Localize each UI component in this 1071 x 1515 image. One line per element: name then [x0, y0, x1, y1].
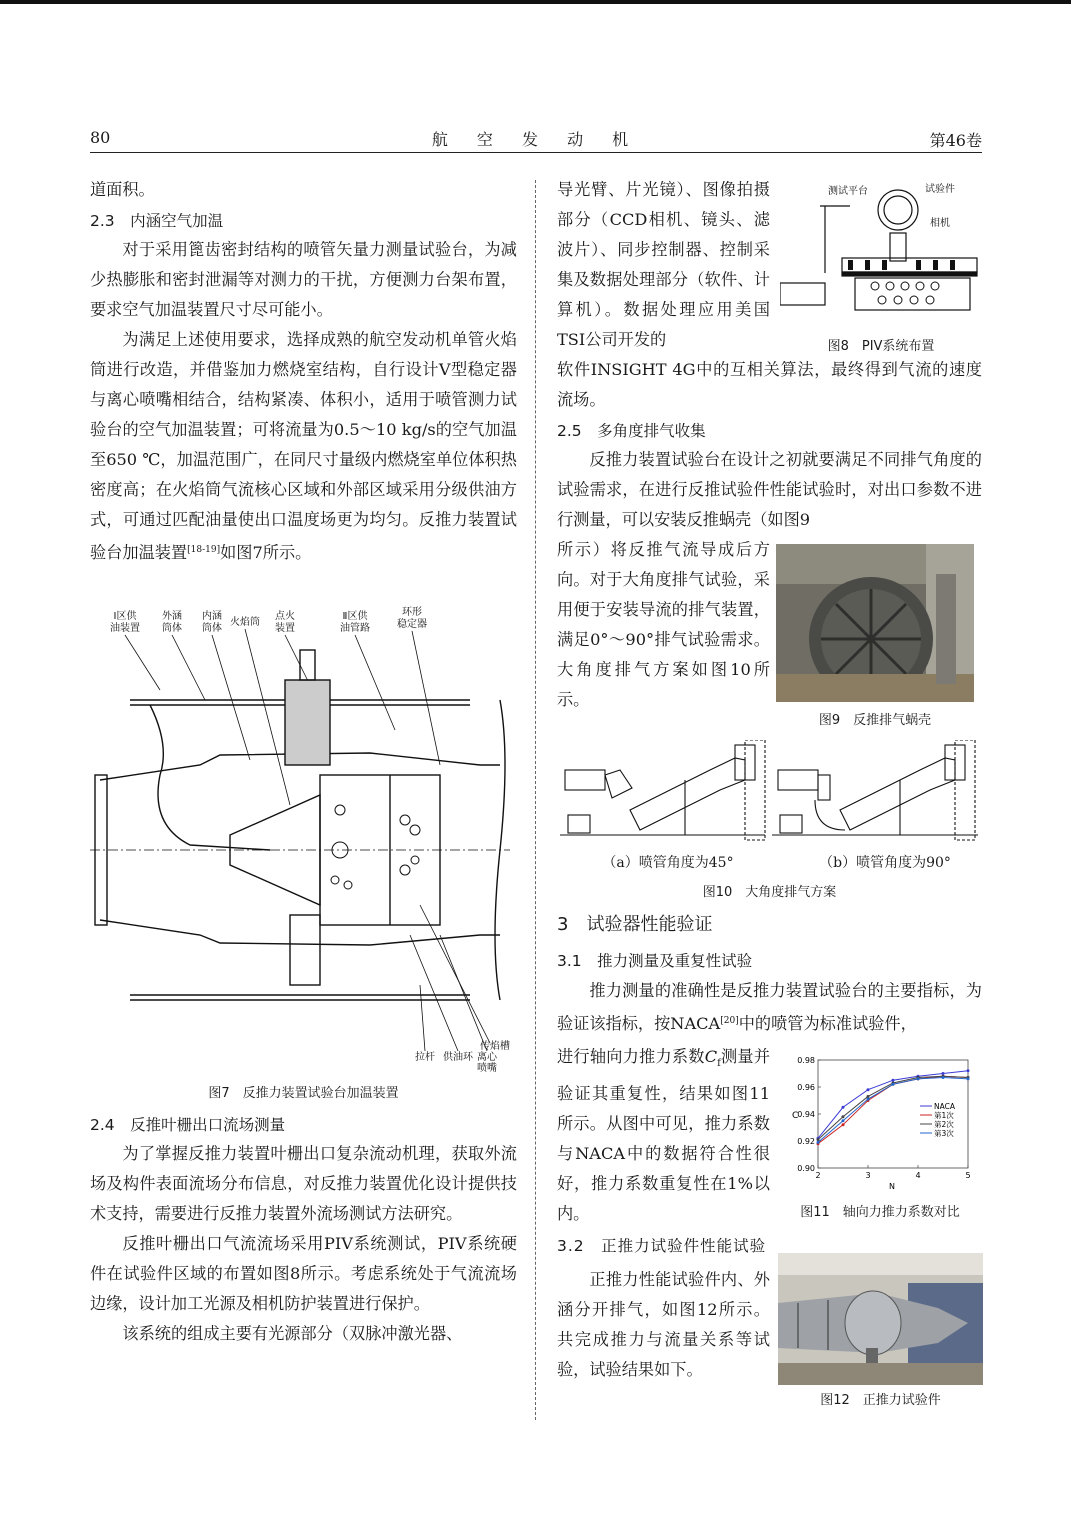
data-point: [967, 1077, 970, 1080]
y-tick-label: 0.92: [797, 1137, 815, 1146]
figure-8-caption: 图8 PIV系统布置: [827, 339, 935, 354]
figure-7-caption: 图7 反推力装置试验台加温装置: [208, 1086, 399, 1101]
paragraph: 该系统的组成主要有光源部分（双脉冲激光器、: [122, 1324, 463, 1343]
fig7-label: 环形: [402, 607, 422, 618]
figure-11-chart: [780, 1048, 980, 1193]
figure-10-diagrams: [560, 740, 980, 845]
paragraph-text: 测量并验证其重复性，结果如图11所示。从图中可见，推力系数与NACA中的数据符合性很好，推力系数重复性在1%以内。: [557, 1047, 771, 1224]
paragraph: 反推力装置试验台在设计之初就要满足不同排气角度的试验需求，在进行反推试验件性能试验时，对出口参数不进行测量，可以安装反推蜗壳（如图9: [557, 450, 982, 529]
section-heading-2-3: 2.3 内涵空气加温: [90, 212, 224, 230]
paragraph: [557, 976, 982, 1039]
data-point: [942, 1076, 945, 1079]
legend-entry: NACA: [934, 1102, 955, 1111]
fig7-label: 点火: [275, 611, 295, 622]
data-point: [867, 1095, 870, 1098]
left-column: [90, 175, 517, 568]
legend-entry: 第2次: [934, 1120, 954, 1129]
fig7-label: 传焰槽: [480, 1041, 510, 1052]
paragraph: 道面积。: [90, 180, 155, 199]
legend-entry: 第1次: [934, 1111, 954, 1120]
paragraph: 为了掌握反推力装置叶栅出口复杂流动机理，获取外流场及构件表面流场分布信息，对反推力装置优化设计提供技术支持，需要进行反推力装置外流场测试方法研究。: [90, 1144, 517, 1223]
y-tick-label: 0.90: [797, 1164, 815, 1173]
figure-7-diagram: [90, 605, 520, 1075]
page-number: 80: [90, 128, 111, 147]
fig7-label: 装置: [275, 623, 295, 634]
fig7-holes: [331, 805, 420, 889]
right-column-wrap-3: [557, 1042, 770, 1385]
data-point: [892, 1079, 895, 1082]
figure-10b-subcaption: （b）喷管角度为90°: [819, 855, 951, 871]
x-tick-label: 4: [915, 1171, 921, 1180]
section-heading-3: 3 试验器性能验证: [557, 914, 713, 935]
fig7-structure: [90, 650, 510, 1000]
paragraph-text: 为满足上述使用要求，选择成熟的航空发动机单管火焰筒进行改造，并借鉴加力燃烧室结构，自行设计V型稳定器与离心喷嘴相结合，结构紧凑、体积小，适用于喷管测力试验台的空气加温装置；可将流量为0.5～10 kg/s的空气加温至650 ℃，加温范围广，在同尺寸量级内燃烧室单位体积热密度高；在火焰筒气流核心区域和外部区域采用分级供油方式，可通过匹配油量使出口温度场更为均匀。反推力装置试验台加温装置: [90, 330, 517, 562]
paragraph-text: 中的喷管为标准试验件，: [738, 1014, 917, 1033]
section-heading-2-5: 2.5 多角度排气收集: [557, 422, 706, 440]
fig7-label: 油管路: [340, 623, 370, 634]
x-tick-label: 5: [965, 1171, 971, 1180]
journal-title: 航 空 发 动 机: [431, 130, 641, 149]
figure-12-photo: [778, 1253, 983, 1385]
fig7-label: 筒体: [202, 623, 222, 634]
right-column-wrap-1: [557, 175, 770, 355]
symbol: C: [704, 1047, 718, 1066]
data-point: [892, 1083, 895, 1086]
top-rule: [0, 0, 1071, 4]
paragraph: 导光臂、片光镜）、图像拍摄部分（CCD相机、镜头、滤波片）、同步控制器、控制采集及数据处理部分（软件、计算机）。数据处理应用美国TSI公司开发的: [557, 180, 770, 349]
paragraph-text: 如图7所示。: [220, 543, 312, 562]
paragraph-text: 推力测量的准确性是反推力装置试验台的主要指标，为验证该指标，按NACA: [557, 981, 982, 1033]
data-point: [842, 1106, 845, 1109]
fig7-label: 供油环: [443, 1052, 473, 1063]
data-point: [942, 1072, 945, 1075]
y-tick-label: 0.96: [797, 1083, 815, 1092]
volume-label: 第46卷: [929, 131, 982, 150]
fig7-label: Ⅰ区供: [113, 611, 137, 622]
x-tick-label: 2: [815, 1171, 821, 1180]
figure-9-caption: 图9 反推排气蜗壳: [818, 713, 932, 728]
fig7-label: 火焰筒: [230, 617, 260, 628]
citation: [18-19]: [187, 545, 221, 555]
data-point: [867, 1088, 870, 1091]
paragraph: 反推叶栅出口气流流场采用PIV系统测试，PIV系统硬件在试验件区域的布置如图8所示。考虑系统处于气流流场边缘，设计加工光源及相机防护装置进行保护。: [90, 1234, 517, 1313]
data-point: [917, 1077, 920, 1080]
x-axis-label: N: [889, 1182, 895, 1191]
column-divider: [535, 180, 536, 1420]
data-point: [842, 1119, 845, 1122]
right-column-full-2: [557, 908, 982, 1039]
fig7-label: 拉杆: [415, 1052, 435, 1063]
section-heading-3-2: 3.2 正推力试验件性能试验: [557, 1237, 767, 1256]
fig7-label: 稳定器: [397, 619, 427, 630]
fig8-label: 测试平台: [828, 186, 868, 197]
right-column-full-1: [557, 355, 982, 535]
figure-10-caption: 图10 大角度排气方案: [702, 885, 837, 900]
fig7-label: Ⅱ区供: [342, 611, 368, 622]
y-tick-label: 0.98: [797, 1056, 815, 1065]
paragraph: 所示）将反推气流导成后方向。对于大角度排气试验，采用便于安装导流的排气装置，满足0°～90°排气试验需求。大角度排气方案如图10所示。: [557, 540, 770, 709]
fig7-label: 筒体: [162, 623, 182, 634]
data-point: [867, 1098, 870, 1101]
citation: [20]: [720, 1016, 739, 1026]
section-heading-3-1: 3.1 推力测量及重复性试验: [557, 952, 753, 970]
symbol-subscript: f: [717, 1058, 721, 1070]
y-tick-label: 0.94: [797, 1110, 815, 1119]
figure-8-diagram: [780, 178, 982, 318]
y-axis-label: C: [792, 1111, 799, 1121]
x-tick-label: 3: [865, 1171, 871, 1180]
data-point: [817, 1138, 820, 1141]
fig7-label: 油装置: [110, 623, 140, 634]
figure-12-caption: 图12 正推力试验件: [820, 1393, 941, 1408]
paragraph: 正推力性能试验件内、外涵分开排气，如图12所示。共完成推力与流量关系等试验，试验结果如下。: [557, 1270, 770, 1380]
paragraph: 软件INSIGHT 4G中的互相关算法，最终得到气流的速度流场。: [557, 360, 982, 409]
data-point: [967, 1069, 970, 1072]
paragraph: 对于采用篦齿密封结构的喷管矢量力测量试验台，为减少热膨胀和密封泄漏等对测力的干扰，方便测力台架布置，要求空气加温装置尺寸尽可能小。: [90, 240, 517, 319]
fig7-label: 喷嘴: [477, 1063, 497, 1074]
fig7-label: 离心: [477, 1052, 497, 1063]
figure-10a-subcaption: （a）喷管角度为45°: [602, 855, 734, 871]
figure-11-caption: 图11 轴向力推力系数对比: [800, 1205, 960, 1220]
fig8-label: 相机: [930, 218, 950, 229]
fig7-label: 外涵: [162, 611, 182, 622]
section-heading-2-4: 2.4 反推叶栅出口流场测量: [90, 1116, 286, 1134]
data-point: [842, 1123, 845, 1126]
right-column-wrap-2: [557, 535, 770, 715]
page-header: [90, 124, 982, 153]
data-point: [842, 1115, 845, 1118]
fig8-label: 试验件: [925, 184, 955, 195]
fig7-label: 内涵: [202, 611, 222, 622]
paragraph: [90, 325, 517, 568]
figure-9-photo: [776, 544, 974, 702]
paragraph-text: 进行轴向力推力系数: [557, 1047, 705, 1066]
left-column-bottom: [90, 1111, 517, 1349]
legend-entry: 第3次: [934, 1129, 954, 1138]
data-point: [817, 1141, 820, 1144]
paragraph: [557, 1042, 770, 1229]
